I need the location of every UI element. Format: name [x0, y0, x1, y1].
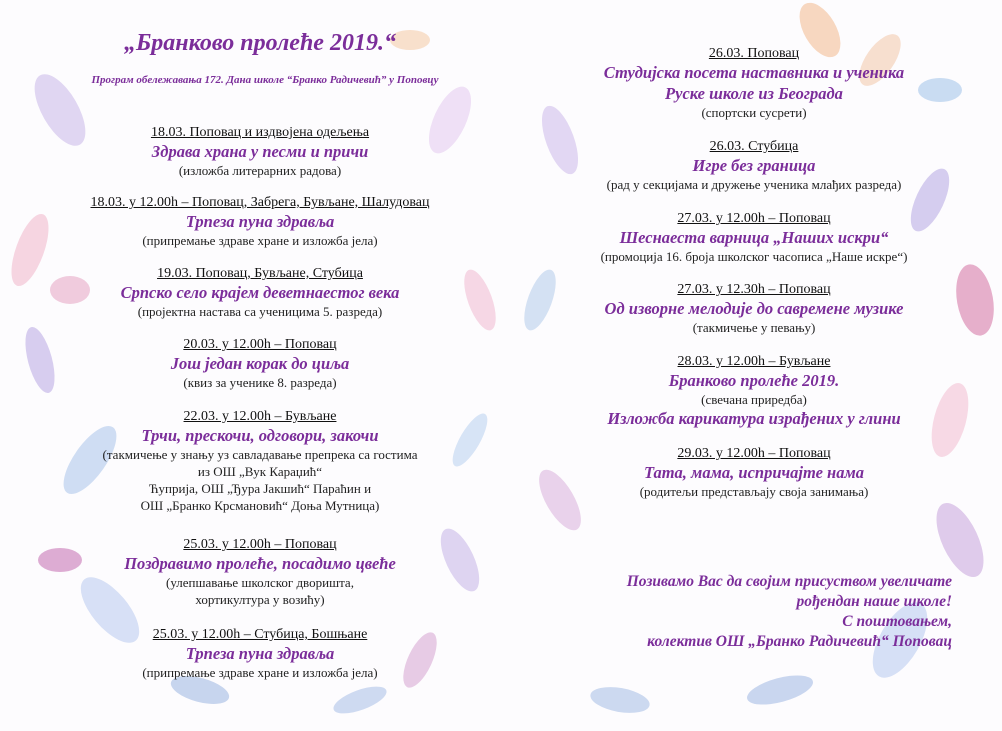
event-name: Од изворне мелодије до савремене музике [604, 299, 904, 318]
event-desc: из ОШ „Вук Караџић“ [197, 464, 323, 479]
event-item [548, 138, 960, 193]
event-name: Студијска посета наставника и ученика Руске школе из Београда [603, 63, 905, 103]
event-date: 26.03. Поповац [708, 46, 800, 61]
event-name: Шеснаеста варница „Наших искри“ [619, 228, 889, 247]
event-desc: хортикултура у возићу) [195, 592, 325, 607]
invitation-line: Позивамо Вас да својим присуством увеличате [626, 573, 952, 590]
event-name: Тата, мама, испричајте нама [643, 463, 865, 482]
page-subtitle: Програм обележавања 172. Дана школе “Бранко Радичевић” у Поповцу [91, 74, 439, 86]
event-name: Трчи, прескочи, одговори, закочи [141, 426, 379, 445]
invitation-line: рођендан наше школе! [796, 593, 952, 610]
invitation-signature: колектив ОШ „Бранко Радичевић“ Поповац [647, 633, 952, 650]
event-item [40, 536, 480, 608]
invitation-block [548, 572, 952, 652]
event-item [40, 194, 480, 249]
event-desc: (рад у секцијама и дружење ученика млађих разреда) [606, 177, 902, 192]
event-date: 29.03. у 12.00h – Поповац [677, 446, 831, 461]
event-date: 27.03. у 12.00h – Поповац [677, 211, 831, 226]
event-date: 22.03. у 12.00h – Бувљане [183, 409, 337, 424]
event-item [40, 336, 480, 391]
event-date: 20.03. у 12.00h – Поповац [183, 337, 337, 352]
event-desc: (пројектна настава са ученицима 5. разреда) [137, 304, 383, 319]
event-date: 26.03. Стубица [709, 139, 799, 154]
event-item [40, 408, 480, 514]
event-date: 18.03. Поповац и издвојена одељења [150, 125, 370, 140]
event-desc: (промоција 16. броја школског часописа „Наше искре“) [600, 249, 908, 264]
event-desc: (такмичење у знању уз савладавање препрека са гостима [102, 447, 418, 462]
event-name: Трпеза пуна здравља [185, 644, 335, 663]
event-item [40, 124, 480, 179]
event-desc: (свечана приредба) [701, 392, 807, 407]
event-name: Још један корак до циља [170, 354, 350, 373]
event-date: 28.03. у 12.00h – Бувљане [677, 354, 831, 369]
event-item [548, 353, 960, 429]
event-item [40, 626, 480, 681]
event-date: 25.03. у 12.00h – Стубица, Бошњане [152, 627, 368, 642]
event-name: Поздравимо пролеће, посадимо цвеће [124, 554, 396, 573]
event-name-secondary: Изложба карикатура израђених у глини [607, 409, 901, 428]
event-desc: (припремање здраве хране и изложба јела) [142, 665, 378, 680]
event-date: 19.03. Поповац, Бувљане, Стубица [157, 266, 363, 281]
event-desc: (изложба литерарних радова) [178, 163, 342, 178]
invitation-closing: С поштовањем, [842, 613, 952, 630]
event-item [40, 265, 480, 320]
event-desc: Ћуприја, ОШ „Ђура Јакшић“ Параћин и [148, 481, 372, 496]
event-item [548, 210, 960, 265]
event-desc: (улепшавање школског дворишта, [166, 575, 354, 590]
event-item [548, 445, 960, 500]
event-desc: (такмичење у певању) [692, 320, 816, 335]
event-name: Бранково пролеће 2019. [668, 371, 840, 390]
event-name: Српско село крајем деветнаестог века [120, 283, 400, 302]
event-name: Здрава храна у песми и причи [151, 142, 369, 161]
event-name: Игре без граница [692, 156, 816, 175]
page-title: „Бранково пролеће 2019.“ [124, 30, 396, 56]
event-desc: (спортски сусрети) [701, 105, 807, 120]
event-date: 25.03. у 12.00h – Поповац [183, 537, 337, 552]
event-name: Трпеза пуна здравља [185, 212, 335, 231]
event-item [548, 45, 960, 121]
event-item [548, 281, 960, 336]
event-date: 27.03. у 12.30h – Поповац [677, 282, 831, 297]
event-desc: (квиз за ученике 8. разреда) [183, 375, 337, 390]
event-desc: ОШ „Бранко Крсмановић“ Доња Мутница) [140, 498, 380, 513]
event-date: 18.03. у 12.00h – Поповац, Забрега, Бувљане, Шалудовац [90, 195, 430, 210]
event-desc: (припремање здраве хране и изложба јела) [142, 233, 378, 248]
event-desc: (родитељи представљају своја занимања) [639, 484, 869, 499]
